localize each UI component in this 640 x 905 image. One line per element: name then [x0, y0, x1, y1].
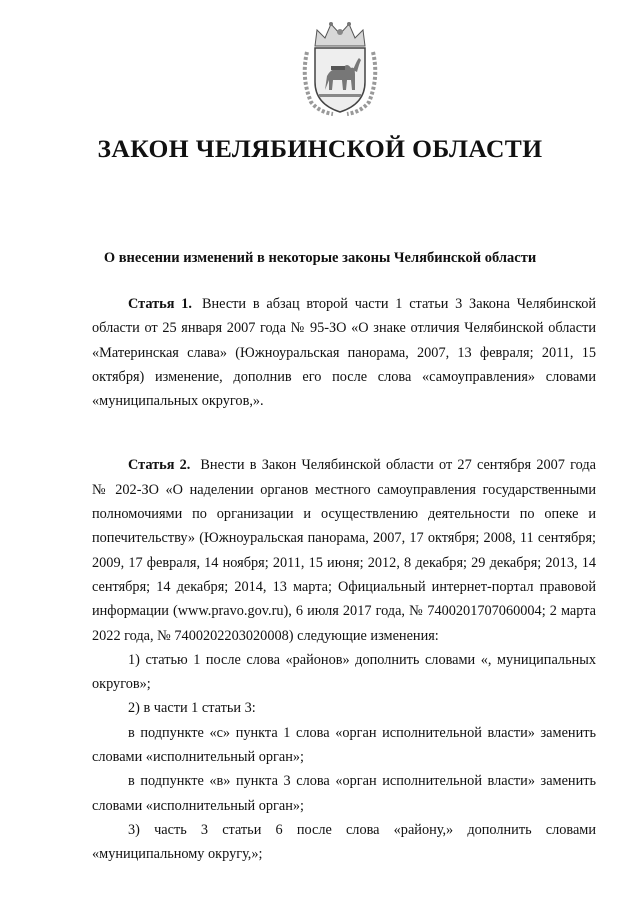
list-item: 2) в части 1 статьи 3:	[128, 700, 256, 717]
article-1-label: Статья 1.	[128, 296, 192, 312]
list-item: в подпункте «в» пункта 3 слова «орган исполнительной власти» заменить словами «исполнительный орган»;	[92, 773, 596, 814]
list-item: 3) часть 3 статьи 6 после слова «району,» дополнить словами «муниципальному округу,»;	[92, 821, 596, 863]
document-body	[92, 292, 596, 867]
article-2	[92, 453, 596, 647]
article-1-text: Внести в абзац второй части 1 статьи 3 Закона Челябинской области от 25 января 2007 года № 95-ЗО «О знаке отличия Челябинской области «Материнская слава» (Южноуральская панорама, 2007, 13 февраля; 2011, 15 октября) изменение, дополнив его после слова «самоуправления» словами «муниципальных округов,».	[92, 296, 596, 410]
document-title: ЗАКОН ЧЕЛЯБИНСКОЙ ОБЛАСТИ	[97, 134, 543, 163]
list-item: 1) статью 1 после слова «районов» дополнить словами «, муниципальных округов»;	[92, 651, 596, 693]
article-1	[92, 292, 596, 413]
article-2-text: Внести в Закон Челябинской области от 27 сентября 2007 года № 202-ЗО «О наделении органов местного самоуправления государственными полномочиями по организации и осуществлению деятельности по опеке и попечительству» (Южноуральская панорама, 2007, 17 октября; 2008, 11 сентября; 2009, 17 февраля, 14 ноября; 2011, 15 июня; 2012, 8 декабря; 29 декабря; 2013, 14 сентября; 14 декабря; 2014, 13 марта; Официальный интернет-портал правовой информации (www.pravo.gov.ru), 6 июля 2017 года, № 7400201707060004; 2 марта 2022 года, № 7400202203020008) следующие изменения:	[92, 457, 596, 644]
list-item: в подпункте «c» пункта 1 слова «орган исполнительной власти» заменить словами «исполнительный орган»;	[92, 724, 596, 766]
article-2-label: Статья 2.	[128, 457, 191, 474]
coat-of-arms-emblem	[297, 18, 383, 118]
spacer	[92, 413, 596, 453]
document-subtitle: О внесении изменений в некоторые законы Челябинской области	[103, 250, 537, 266]
